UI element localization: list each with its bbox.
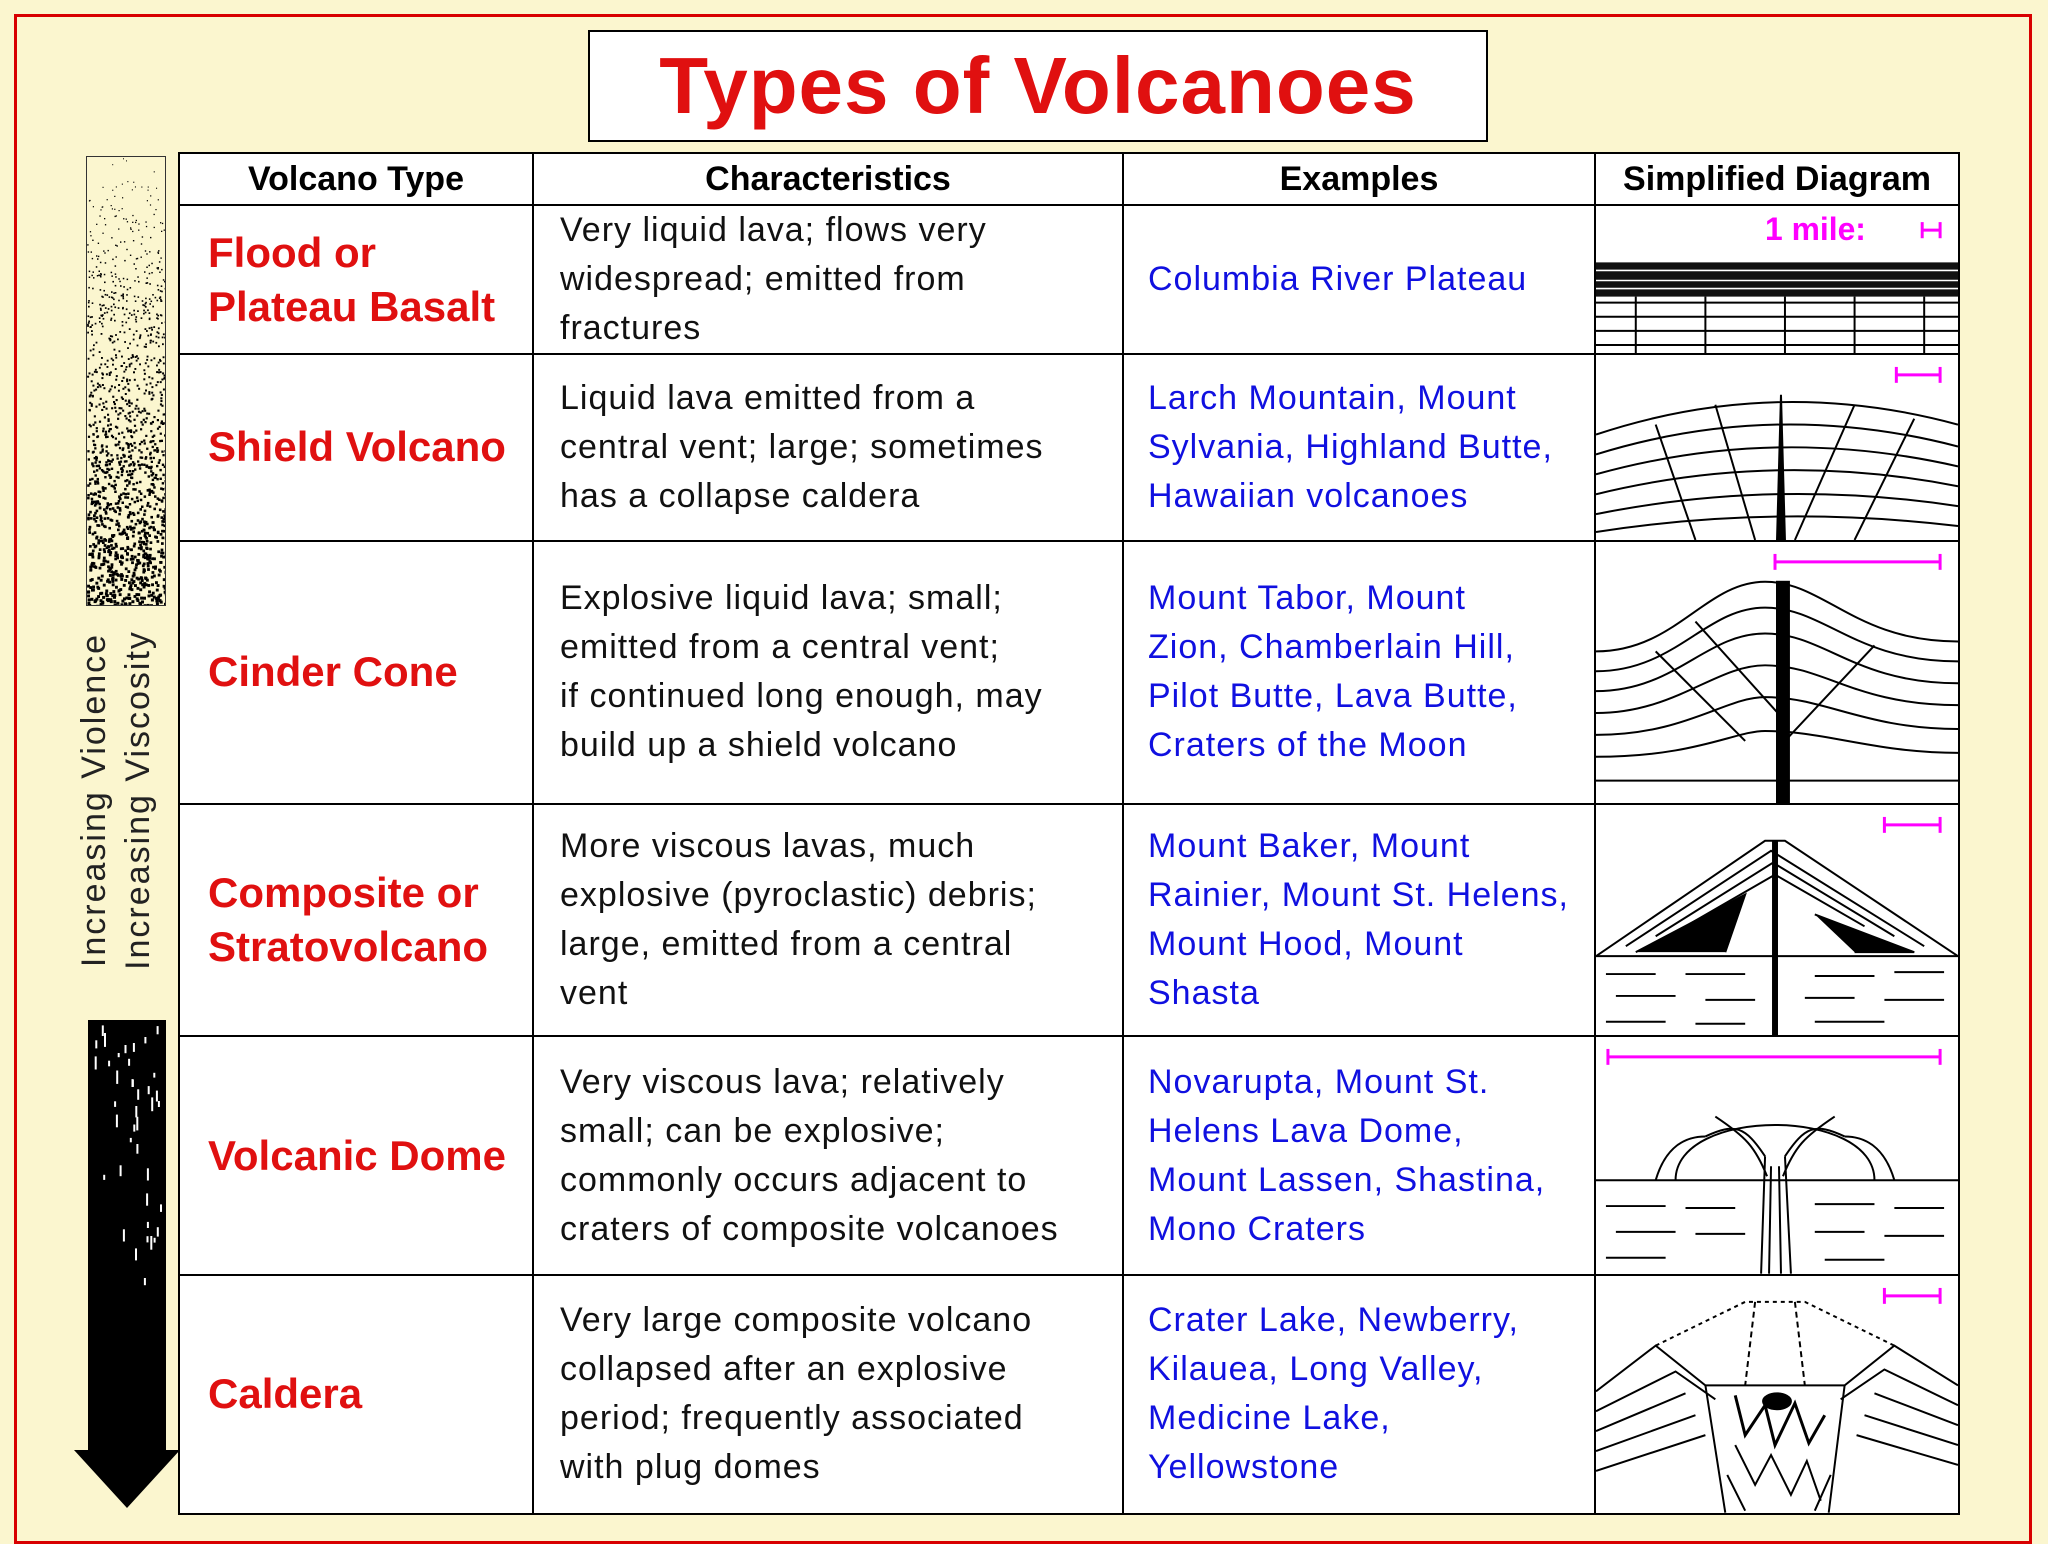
table-row — [179, 1275, 1959, 1514]
example-line: Craters of the Moon — [1148, 721, 1590, 770]
characteristics-line: emitted from a central vent; — [560, 623, 1112, 672]
characteristics-cell — [533, 541, 1123, 804]
type-text-line: Cinder Cone — [208, 645, 532, 699]
shield-volcano-diagram — [1595, 354, 1959, 541]
down-arrow-icon — [74, 1020, 180, 1510]
scale-bar — [1608, 1049, 1940, 1065]
example-line: Mount Lassen, Shastina, — [1148, 1156, 1590, 1205]
viscosity-gradient-bar — [86, 156, 166, 606]
characteristics-line: widespread; emitted from — [560, 255, 1112, 304]
scale-bar — [1896, 367, 1940, 383]
header-simplified-diagram: Simplified Diagram — [1595, 153, 1959, 205]
characteristics-line: build up a shield volcano — [560, 721, 1112, 770]
characteristics-line: explosive (pyroclastic) debris; — [560, 871, 1112, 920]
cinder-cone-diagram — [1595, 541, 1959, 804]
volcano-type-cell — [179, 205, 533, 354]
volcano-types-table — [178, 152, 1960, 1515]
example-line: Kilauea, Long Valley, — [1148, 1345, 1590, 1394]
gradient-dots — [87, 157, 166, 606]
type-text-line: Caldera — [208, 1367, 532, 1421]
example-line: Helens Lava Dome, — [1148, 1107, 1590, 1156]
title-box — [588, 30, 1488, 142]
scale-bar — [1884, 1288, 1940, 1304]
characteristics-line: period; frequently associated — [560, 1394, 1112, 1443]
table-row — [179, 541, 1959, 804]
characteristics-cell — [533, 1036, 1123, 1275]
table-row — [179, 354, 1959, 541]
example-line: Hawaiian volcanoes — [1148, 472, 1590, 521]
scale-bar — [1884, 816, 1940, 832]
example-line: Zion, Chamberlain Hill, — [1148, 623, 1590, 672]
example-line: Yellowstone — [1148, 1443, 1590, 1492]
characteristics-line: large, emitted from a central — [560, 920, 1112, 969]
characteristics-cell — [533, 354, 1123, 541]
example-line: Novarupta, Mount St. — [1148, 1058, 1590, 1107]
header-examples: Examples — [1123, 153, 1595, 205]
characteristics-line: collapsed after an explosive — [560, 1345, 1112, 1394]
characteristics-line: commonly occurs adjacent to — [560, 1156, 1112, 1205]
scale-bar — [1775, 554, 1940, 570]
stratovolcano-diagram — [1595, 804, 1959, 1037]
volcano-type-cell — [179, 541, 533, 804]
examples-cell — [1123, 354, 1595, 541]
scale-bar — [1922, 222, 1940, 238]
type-text-line: Stratovolcano — [208, 920, 532, 974]
table-header-row — [179, 153, 1959, 205]
characteristics-line: Liquid lava emitted from a — [560, 374, 1112, 423]
examples-cell — [1123, 541, 1595, 804]
header-volcano-type: Volcano Type — [179, 153, 533, 205]
example-line: Sylvania, Highland Butte, — [1148, 423, 1590, 472]
type-text-line: Shield Volcano — [208, 420, 532, 474]
examples-cell — [1123, 804, 1595, 1037]
characteristics-line: fractures — [560, 304, 1112, 353]
example-line: Rainier, Mount St. Helens, — [1148, 871, 1590, 920]
example-line: Mono Craters — [1148, 1205, 1590, 1254]
volcano-type-cell — [179, 804, 533, 1037]
characteristics-cell — [533, 205, 1123, 354]
characteristics-line: small; can be explosive; — [560, 1107, 1112, 1156]
example-line: Larch Mountain, Mount — [1148, 374, 1590, 423]
table-row — [179, 1036, 1959, 1275]
header-characteristics: Characteristics — [533, 153, 1123, 205]
examples-cell — [1123, 1275, 1595, 1514]
type-text-line: Plateau Basalt — [208, 280, 532, 334]
increasing-violence-label: Increasing Violence — [72, 620, 116, 980]
characteristics-line: has a collapse caldera — [560, 472, 1112, 521]
examples-cell — [1123, 205, 1595, 354]
characteristics-line: Very liquid lava; flows very — [560, 206, 1112, 255]
characteristics-cell — [533, 804, 1123, 1037]
characteristics-line: if continued long enough, may — [560, 672, 1112, 721]
type-text-line: Volcanic Dome — [208, 1129, 532, 1183]
table-row — [179, 205, 1959, 354]
volcano-type-cell — [179, 1275, 533, 1514]
type-text-line: Flood or — [208, 226, 532, 280]
example-line: Mount Tabor, Mount — [1148, 574, 1590, 623]
flood-basalt-diagram — [1595, 205, 1959, 354]
characteristics-line: vent — [560, 969, 1112, 1018]
volcano-type-cell — [179, 1036, 533, 1275]
examples-cell — [1123, 1036, 1595, 1275]
volcanic-dome-diagram — [1595, 1036, 1959, 1275]
example-line: Columbia River Plateau — [1148, 255, 1590, 304]
increasing-viscosity-label: Increasing Viscosity — [116, 620, 160, 980]
characteristics-line: More viscous lavas, much — [560, 822, 1112, 871]
example-line: Crater Lake, Newberry, — [1148, 1296, 1590, 1345]
characteristics-line: Explosive liquid lava; small; — [560, 574, 1112, 623]
type-text-line: Composite or — [208, 866, 532, 920]
scale-label: 1 mile: — [1765, 211, 1866, 247]
example-line: Shasta — [1148, 969, 1590, 1018]
characteristics-line: craters of composite volcanoes — [560, 1205, 1112, 1254]
table-row — [179, 804, 1959, 1037]
page-title: Types of Volcanoes — [659, 40, 1416, 132]
characteristics-line: Very viscous lava; relatively — [560, 1058, 1112, 1107]
characteristics-line: Very large composite volcano — [560, 1296, 1112, 1345]
example-line: Medicine Lake, — [1148, 1394, 1590, 1443]
example-line: Mount Baker, Mount — [1148, 822, 1590, 871]
characteristics-cell — [533, 1275, 1123, 1514]
characteristics-line: with plug domes — [560, 1443, 1112, 1492]
caldera-diagram — [1595, 1275, 1959, 1514]
example-line: Mount Hood, Mount — [1148, 920, 1590, 969]
characteristics-line: central vent; large; sometimes — [560, 423, 1112, 472]
volcano-type-cell — [179, 354, 533, 541]
example-line: Pilot Butte, Lava Butte, — [1148, 672, 1590, 721]
